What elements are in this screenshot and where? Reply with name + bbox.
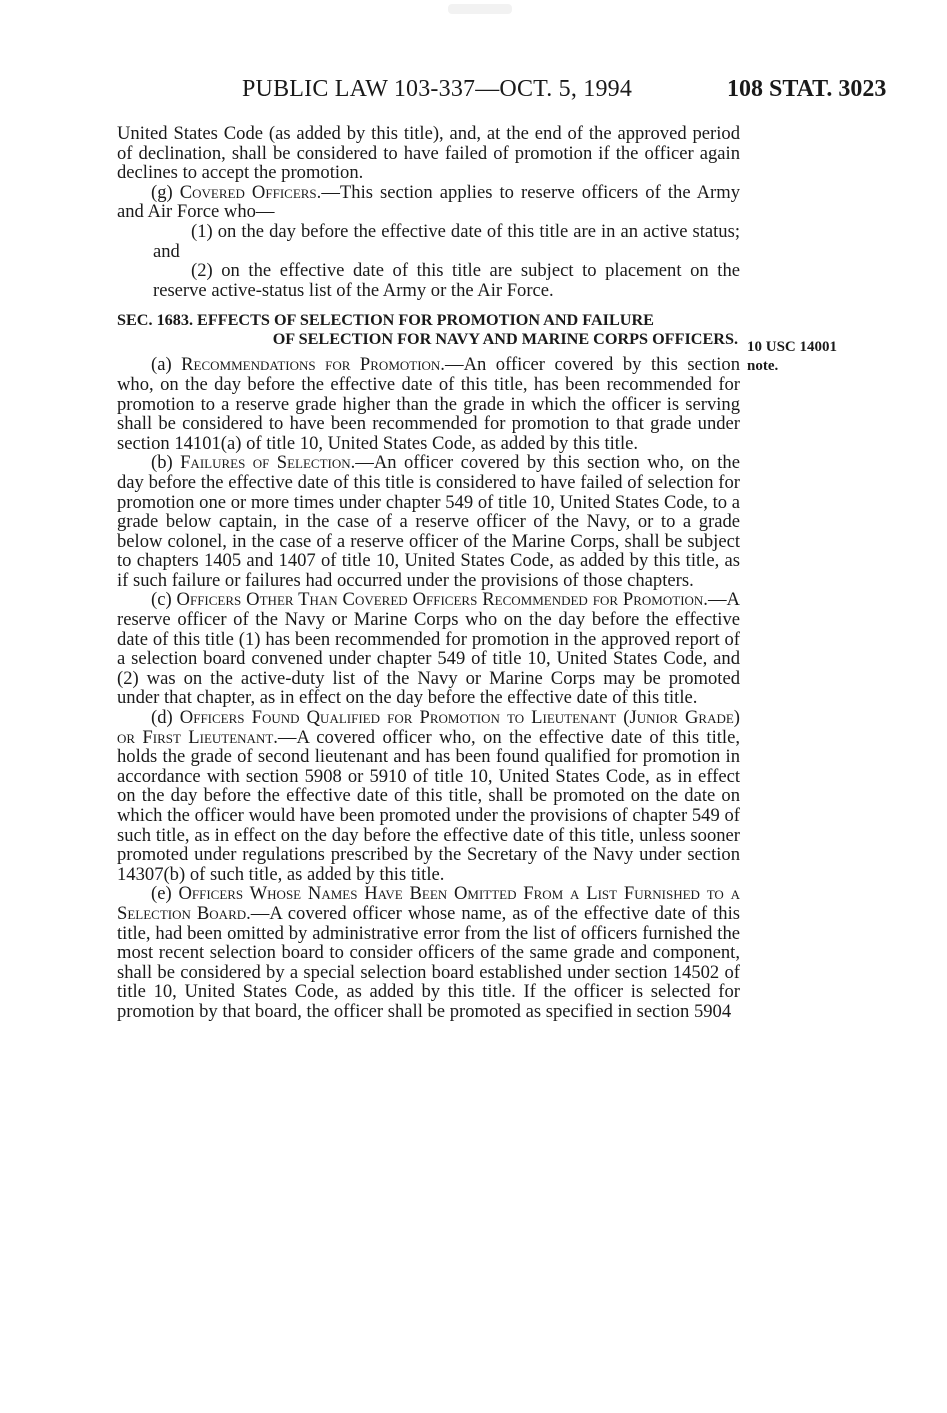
body-text: [117, 124, 740, 1022]
subsection-a-body: —An officer covered by this section who, on the day before the effective date of this title, has been recommended for promotion to a reserve grade higher than the grade in which the officer is serving shall be considered to have been recommended for promotion to that grade under section 14101(a) of title 10, United States Code, as added by this title.: [117, 354, 740, 454]
subsection-d-body: —A covered officer who, on the effective date of this title, holds the grade of second lieutenant and has been found qualified for promotion in accordance with section 5908 or 5910 of title 10, United States Code, as in effect on the day before the effective date of this title, shall be promoted on the date on which the officer would have been promoted under the provisions of chapter 549 of such title, as in effect on the day before the effective date of this title, unless sooner promoted under regulations prescribed by the Secretary of the Navy under section 14307(b) of such title, as added by this title.: [117, 726, 740, 885]
subsection-e-heading: Officers Whose Names Have Been Omitted From a List Furnished to a Selection Board.: [117, 883, 740, 924]
subsection-c-heading: Officers Other Than Covered Officers Recommended for Promotion.: [176, 589, 708, 611]
subsection-b-marker: (b): [151, 452, 181, 474]
subsection-b-heading: Failures of Selection.: [180, 452, 356, 474]
margin-note-line-2: note.: [747, 358, 779, 374]
paragraph-g-2: (2) on the effective date of this title are subject to placement on the reserve active-status list of the Army or the Air Force.: [153, 260, 740, 301]
subsection-g-body: —This section applies to reserve officers of the Army and Air Force who—: [117, 181, 740, 223]
subsection-c-body: —A reserve officer of the Navy or Marine Corps who on the day before the effective date of this title (1) has been recommended for promotion in the approved report of a selection board convened under chapter 549 of title 10, United States Code, and (2) was on the active-duty list of the Navy or Marine Corps may be promoted under that chapter, as in effect on the day before the effective date of this title.: [117, 589, 740, 709]
subsection-g-marker: (g): [151, 181, 180, 203]
subsection-e: [117, 884, 740, 1021]
subsection-b: [117, 453, 740, 590]
subsection-c-marker: (c): [151, 589, 177, 611]
section-heading: [117, 311, 740, 349]
subsection-d: [117, 708, 740, 884]
subsection-g-heading: Covered Officers.: [179, 181, 322, 203]
running-header-title: PUBLIC LAW 103-337—OCT. 5, 1994: [242, 76, 633, 102]
subsection-e-marker: (e): [151, 883, 179, 905]
scan-artifact: [448, 4, 512, 14]
continuation-paragraph: United States Code (as added by this title), and, at the end of the approved period of declination, shall be considered to have failed of promotion if the officer again declines to accept the promotion.: [117, 123, 740, 184]
margin-note-line-1: 10 USC 14001: [747, 339, 838, 355]
subsection-a-marker: (a): [151, 354, 182, 376]
statute-page-number: 108 STAT. 3023: [727, 76, 887, 102]
subsection-a: [117, 355, 740, 453]
section-heading-line-2: OF SELECTION FOR NAVY AND MARINE CORPS OFFICERS.: [272, 330, 738, 349]
subsection-d-heading: Officers Found Qualified for Promotion to Lieutenant (Junior Grade) or First Lieutenant.: [117, 707, 740, 748]
paragraph-g-1: (1) on the day before the effective date of this title are in an active status; and: [153, 220, 740, 262]
margin-citation-note: [747, 338, 907, 376]
subsection-b-body: —An officer covered by this section who, on the day before the effective date of this title is considered to have failed of selection for promotion one or more times under chapter 549 of title 10, United States Code, to a grade below captain, in the case of a reserve officer of the Navy, or to a grade below colonel, in the case of a reserve officer of the Marine Corps, shall be subject to chapters 1405 and 1407 of title 10, United States Code, as added by this title, as if such failure or failures had occurred under the provisions of those chapters.: [117, 452, 740, 591]
subsection-a-heading: Recommendations for Promotion.: [181, 354, 445, 376]
subsection-d-marker: (d): [151, 707, 180, 729]
subsection-e-body: —A covered officer whose name, as of the effective date of this title, had been omitted by administrative error from the list of officers furnished the most recent selection board to consider officers of the same grade and component, shall be considered by a special selection board established under section 14502 of title 10, United States Code, as added by this title. If the officer is selected for promotion by that board, the officer shall be promoted as specified in section 5904: [117, 902, 740, 1022]
subsection-g: [117, 183, 740, 222]
section-heading-line-1: SEC. 1683. EFFECTS OF SELECTION FOR PROMOTION AND FAILURE: [117, 311, 654, 330]
subsection-c: [117, 590, 740, 708]
